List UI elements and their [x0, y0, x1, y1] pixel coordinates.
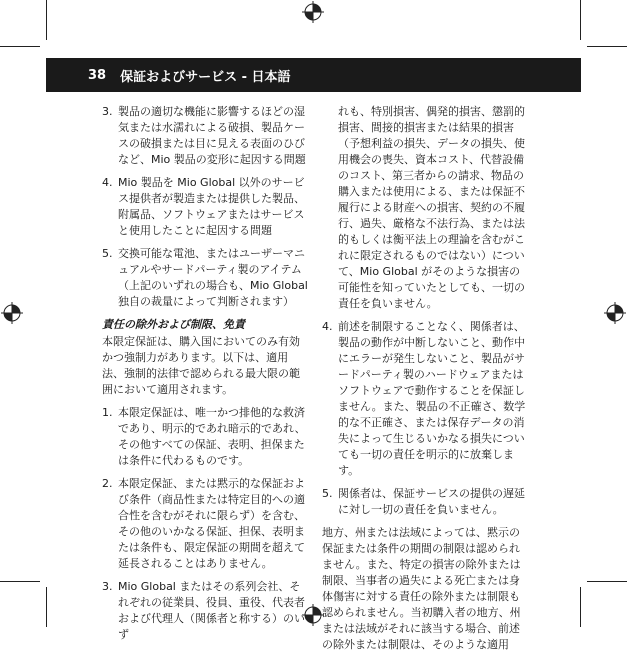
list-item	[102, 104, 310, 168]
list-text: 関係者は、保証サービスの提供の遅延に対し一切の責任を負いません。	[338, 487, 525, 516]
crop-mark	[580, 587, 581, 627]
list-text: 本限定保証は、唯一かつ排他的な救済であり、明示的であれ暗示的であれ、その他すべての保証、表明、担保または条件に代わるものです。	[118, 406, 306, 467]
page-title: 保証およびサービス - 日本語	[120, 69, 291, 85]
list-number: 4.	[102, 176, 113, 189]
list-item	[102, 405, 310, 469]
registration-mark-icon	[302, 1, 324, 23]
list-number: 2.	[102, 477, 113, 490]
registration-mark-icon	[1, 302, 23, 324]
crop-mark	[46, 587, 47, 627]
list-number: 3.	[102, 580, 113, 593]
continued-paragraph: れも、特別損害、偶発的損害、懲罰的損害、間接的損害または結果的損害（予想利益の損失、データの損失、使用機会の喪失、資本コスト、代替設備のコスト、第三者からの請求、物品の購入または使用による、または保証不履行による財産への損害、契約の不履行、過失、厳格な不法行為、または法的もしくは衡平法上の理論を含むがこれに限定されるものではない）について、Mio Global がそのような損害の可能性を知っていたとしても、一切の責任を負いません。	[338, 105, 525, 310]
crop-mark	[0, 581, 40, 582]
list-number: 1.	[102, 406, 113, 419]
list-item	[322, 319, 528, 479]
list-item	[322, 486, 528, 518]
page-header	[46, 58, 581, 92]
left-column	[102, 104, 310, 650]
crop-mark	[587, 46, 627, 47]
list-number: 3.	[102, 105, 113, 118]
section-heading: 責任の除外および制限、免責	[102, 318, 245, 331]
page-number: 38	[88, 67, 107, 83]
list-number: 5.	[322, 487, 333, 500]
list-item	[102, 175, 310, 239]
list-text: 交換可能な電池、またはユーザーマニュアルやサードパーティ製のアイテム（上記のいずれの場合も、Mio Global 独自の裁量によって判断されます）	[118, 247, 308, 308]
list-item	[102, 476, 310, 572]
crop-mark	[0, 46, 40, 47]
crop-mark	[46, 0, 47, 40]
closing-paragraph: 地方、州または法域によっては、黙示の保証または条件の期間の制限は認められません。また、特定の損害の除外または制限、当事者の過失による死亡または身体傷害に対する責任の除外または制限も認められません。当初購入者の地方、州または法域がそれに該当する場合、前述の除外または制限は、そのような適用	[322, 526, 521, 651]
list-item	[102, 246, 310, 310]
intro-paragraph: 本限定保証は、購入国においてのみ有効かつ強制力があります。以下は、適用法、強制的法律で認められる最大限の範囲において適用されます。	[102, 335, 300, 396]
registration-mark-icon	[604, 302, 626, 324]
list-number: 4.	[322, 320, 333, 333]
list-text: 本限定保証、または黙示的な保証および条件（商品性または特定目的への適合性を含むがそれに限らず）を含む、その他のいかなる保証、担保、表明または条件も、限定保証の期間を超えて延長されることはありません。	[118, 477, 305, 570]
right-column	[322, 104, 528, 660]
list-number: 5.	[102, 247, 113, 260]
list-text: Mio Global またはその系列会社、それぞれの従業員、役員、重役、代表者および代理人（関係者と称する）のいず	[118, 580, 305, 641]
crop-mark	[587, 581, 627, 582]
list-item	[102, 579, 310, 643]
list-text: 製品の適切な機能に影響するほどの湿気または水濡れによる破損、製品ケースの破損または目に見える表面のひびなど、Mio 製品の変形に起因する問題	[118, 105, 306, 166]
crop-mark	[580, 0, 581, 40]
list-text: 前述を制限することなく、関係者は、製品の動作が中断しないこと、動作中にエラーが発生しないこと、製品がサードパーティ製のハードウェアまたはソフトウェアで動作することを保証しません。また、製品の不正確さ、数学的な不正確さ、または保存データの消失によって生じるいかなる損失についても一切の責任を明示的に放棄します。	[338, 320, 526, 477]
list-text: Mio 製品を Mio Global 以外のサービス提供者が製造または提供した製品、附属品、ソフトウェアまたはサービスと使用したことに起因する問題	[118, 176, 305, 237]
